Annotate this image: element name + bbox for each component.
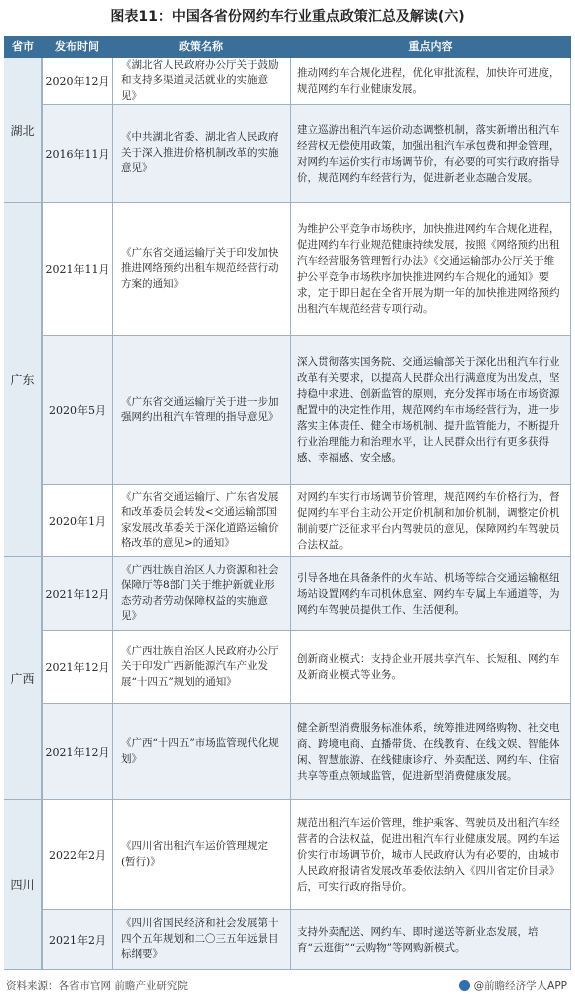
header-key: 重点内容: [408, 40, 453, 53]
cell-key-content: 为维护公平竞争市场秩序，加快推进网约车合规化进程，促进网约车行业规范健康持续发展，按照《网络预约出租汽车经营服务管理暂行办法》《交通运输部办公厅关于维护公平竞争市场秩序加快推进网约车合规化的通知》要求，定于即日起在全省开展为期一年的加快推进网络预约出租汽车规范经营专项行动。: [290, 203, 571, 335]
cell-date: 2020年1月: [42, 485, 112, 556]
cell-policy-name: 《湖北省人民政府办公厅关于鼓励和支持多渠道灵活就业的实施意见》: [112, 58, 290, 104]
cell-policy-name: 《广西壮族自治区人力资源和社会保障厅等8部门关于维护新就业形态劳动者劳动保障权益的实施意见》: [112, 557, 290, 630]
province-cell-sichuan: 四川: [4, 800, 42, 970]
cell-policy-name: 《广东省交通运输厅、广东省发展和改革委员会转发<交通运输部国家发展改革委关于深化道路运输价格改革的意见>的通知》: [112, 485, 290, 556]
cell-date: 2021年2月: [42, 910, 112, 969]
cell-key-content: 规范出租汽车运价管理，维护乘客、驾驶员及出租汽车经营者的合法权益，促进出租汽车行业健康发展。网约车运价实行市场调节价，城市人民政府认为有必要的，由城市人民政府报请省发展改革委依法纳入《四川省定价目录》后，可实行政府指导价。: [290, 800, 571, 909]
cell-policy-name: 《四川省出租汽车运价管理规定(暂行)》: [112, 800, 290, 909]
table-row: [4, 485, 571, 557]
brand-logo-icon: [459, 980, 470, 991]
brand-label: @前瞻经济学人APP: [473, 980, 567, 992]
cell-date: 2020年5月: [42, 336, 112, 484]
table-row: [4, 800, 571, 910]
brand-credit: [459, 978, 567, 993]
cell-date: 2021年12月: [42, 631, 112, 703]
table-row: [4, 557, 571, 631]
cell-key-content: 建立巡游出租汽车运价动态调整机制，落实新增出租汽车经营权无偿使用政策，加强出租汽车承包费和押金管理，对网约车运价实行市场调节价，有必要的可实行政府指导价，规范网约车经营行为，促进新老业态融合发展。: [290, 105, 571, 202]
cell-date: 2021年11月: [42, 203, 112, 335]
cell-policy-name: 《四川省国民经济和社会发展第十四个五年规划和二〇三五年远景目标纲要》: [112, 910, 290, 969]
cell-policy-name: 《广东省交通运输厅关于进一步加强网约出租汽车管理的指导意见》: [112, 336, 290, 484]
province-cell-guangxi: 广西: [4, 557, 42, 800]
header-province: 省市: [12, 40, 34, 53]
cell-key-content: 健全新型消费服务标准体系，统筹推进网络购物、社交电商、跨境电商、直播带货、在线教育、在线文娱、智能体闲、智慧旅游、在线健康诊疗、外卖配送、网约车、住宿共享等重点领域监管，促进新型消费健康发展。: [290, 704, 571, 799]
table-row: [4, 631, 571, 704]
cell-policy-name: 《广西壮族自治区人民政府办公厅关于印发广西新能源汽车产业发展“十四五”规划的通知》: [112, 631, 290, 703]
cell-key-content: 创新商业模式：支持企业开展共享汽车、长短租、网约车及新商业模式等业务。: [290, 631, 571, 703]
cell-date: 2021年12月: [42, 557, 112, 630]
cell-date: 2022年2月: [42, 800, 112, 909]
cell-key-content: 引导各地在具备条件的火车站、机场等综合交通运输枢纽场站设置网约车司机休息室、网约车专属上车通道等，为网约车驾驶员提供工作、生活便利。: [290, 557, 571, 630]
cell-key-content: 支持外卖配送、网约车、即时递送等新业态发展，培育“云逛街”“云购物”等网购新模式。: [290, 910, 571, 969]
table-row: [4, 58, 571, 105]
header-date: 发布时间: [55, 40, 99, 53]
province-cell-guangdong: 广东: [4, 203, 42, 557]
cell-key-content: 深入贯彻落实国务院、交通运输部关于深化出租汽车行业改革有关要求，以提高人民群众出行满意度为出发点，坚持稳中求进、创新监管的原则，充分发挥市场在市场资源配置中的决定性作用，规范网约车市场经营行为，进一步落实主体责任、健全市场机制、提升监管能力，不断提升行业治理能力和治理水平，让人民群众出行有更多获得感、幸福感、安全感。: [290, 336, 571, 484]
cell-date: 2016年11月: [42, 105, 112, 202]
table-row: [4, 105, 571, 203]
table-row: [4, 910, 571, 970]
province-cell-hubei: 湖北: [4, 58, 42, 203]
table-row: [4, 203, 571, 336]
source-note: 资料来源：各省市官网 前瞻产业研究院: [6, 980, 188, 992]
cell-key-content: 推动网约车合规化进程，优化审批流程，加快许可进度，规范网约车行业健康发展。: [290, 58, 571, 104]
cell-date: 2021年12月: [42, 704, 112, 799]
footer: [0, 974, 575, 998]
cell-policy-name: 《广东省交通运输厅关于印发加快推进网络预约出租车规范经营行动方案的通知》: [112, 203, 290, 335]
table-row: [4, 704, 571, 800]
cell-policy-name: 《中共湖北省委、湖北省人民政府关于深入推进价格机制改革的实施意见》: [112, 105, 290, 202]
header-name: 政策名称: [179, 40, 223, 53]
chart-title: 图表11：中国各省份网约车行业重点政策汇总及解读(六): [110, 9, 465, 25]
table-header: [4, 36, 571, 58]
cell-date: 2020年12月: [42, 58, 112, 104]
cell-key-content: 对网约车实行市场调节价管理，规范网约车价格行为，督促网约车平台主动公开定价机制和加价机制，调整定价机制前要广泛征求平台内驾驶员的意见，保障网约车驾驶员合法权益。: [290, 485, 571, 556]
table-row: [4, 336, 571, 485]
cell-policy-name: 《广西“十四五”市场监管现代化规划》: [112, 704, 290, 799]
